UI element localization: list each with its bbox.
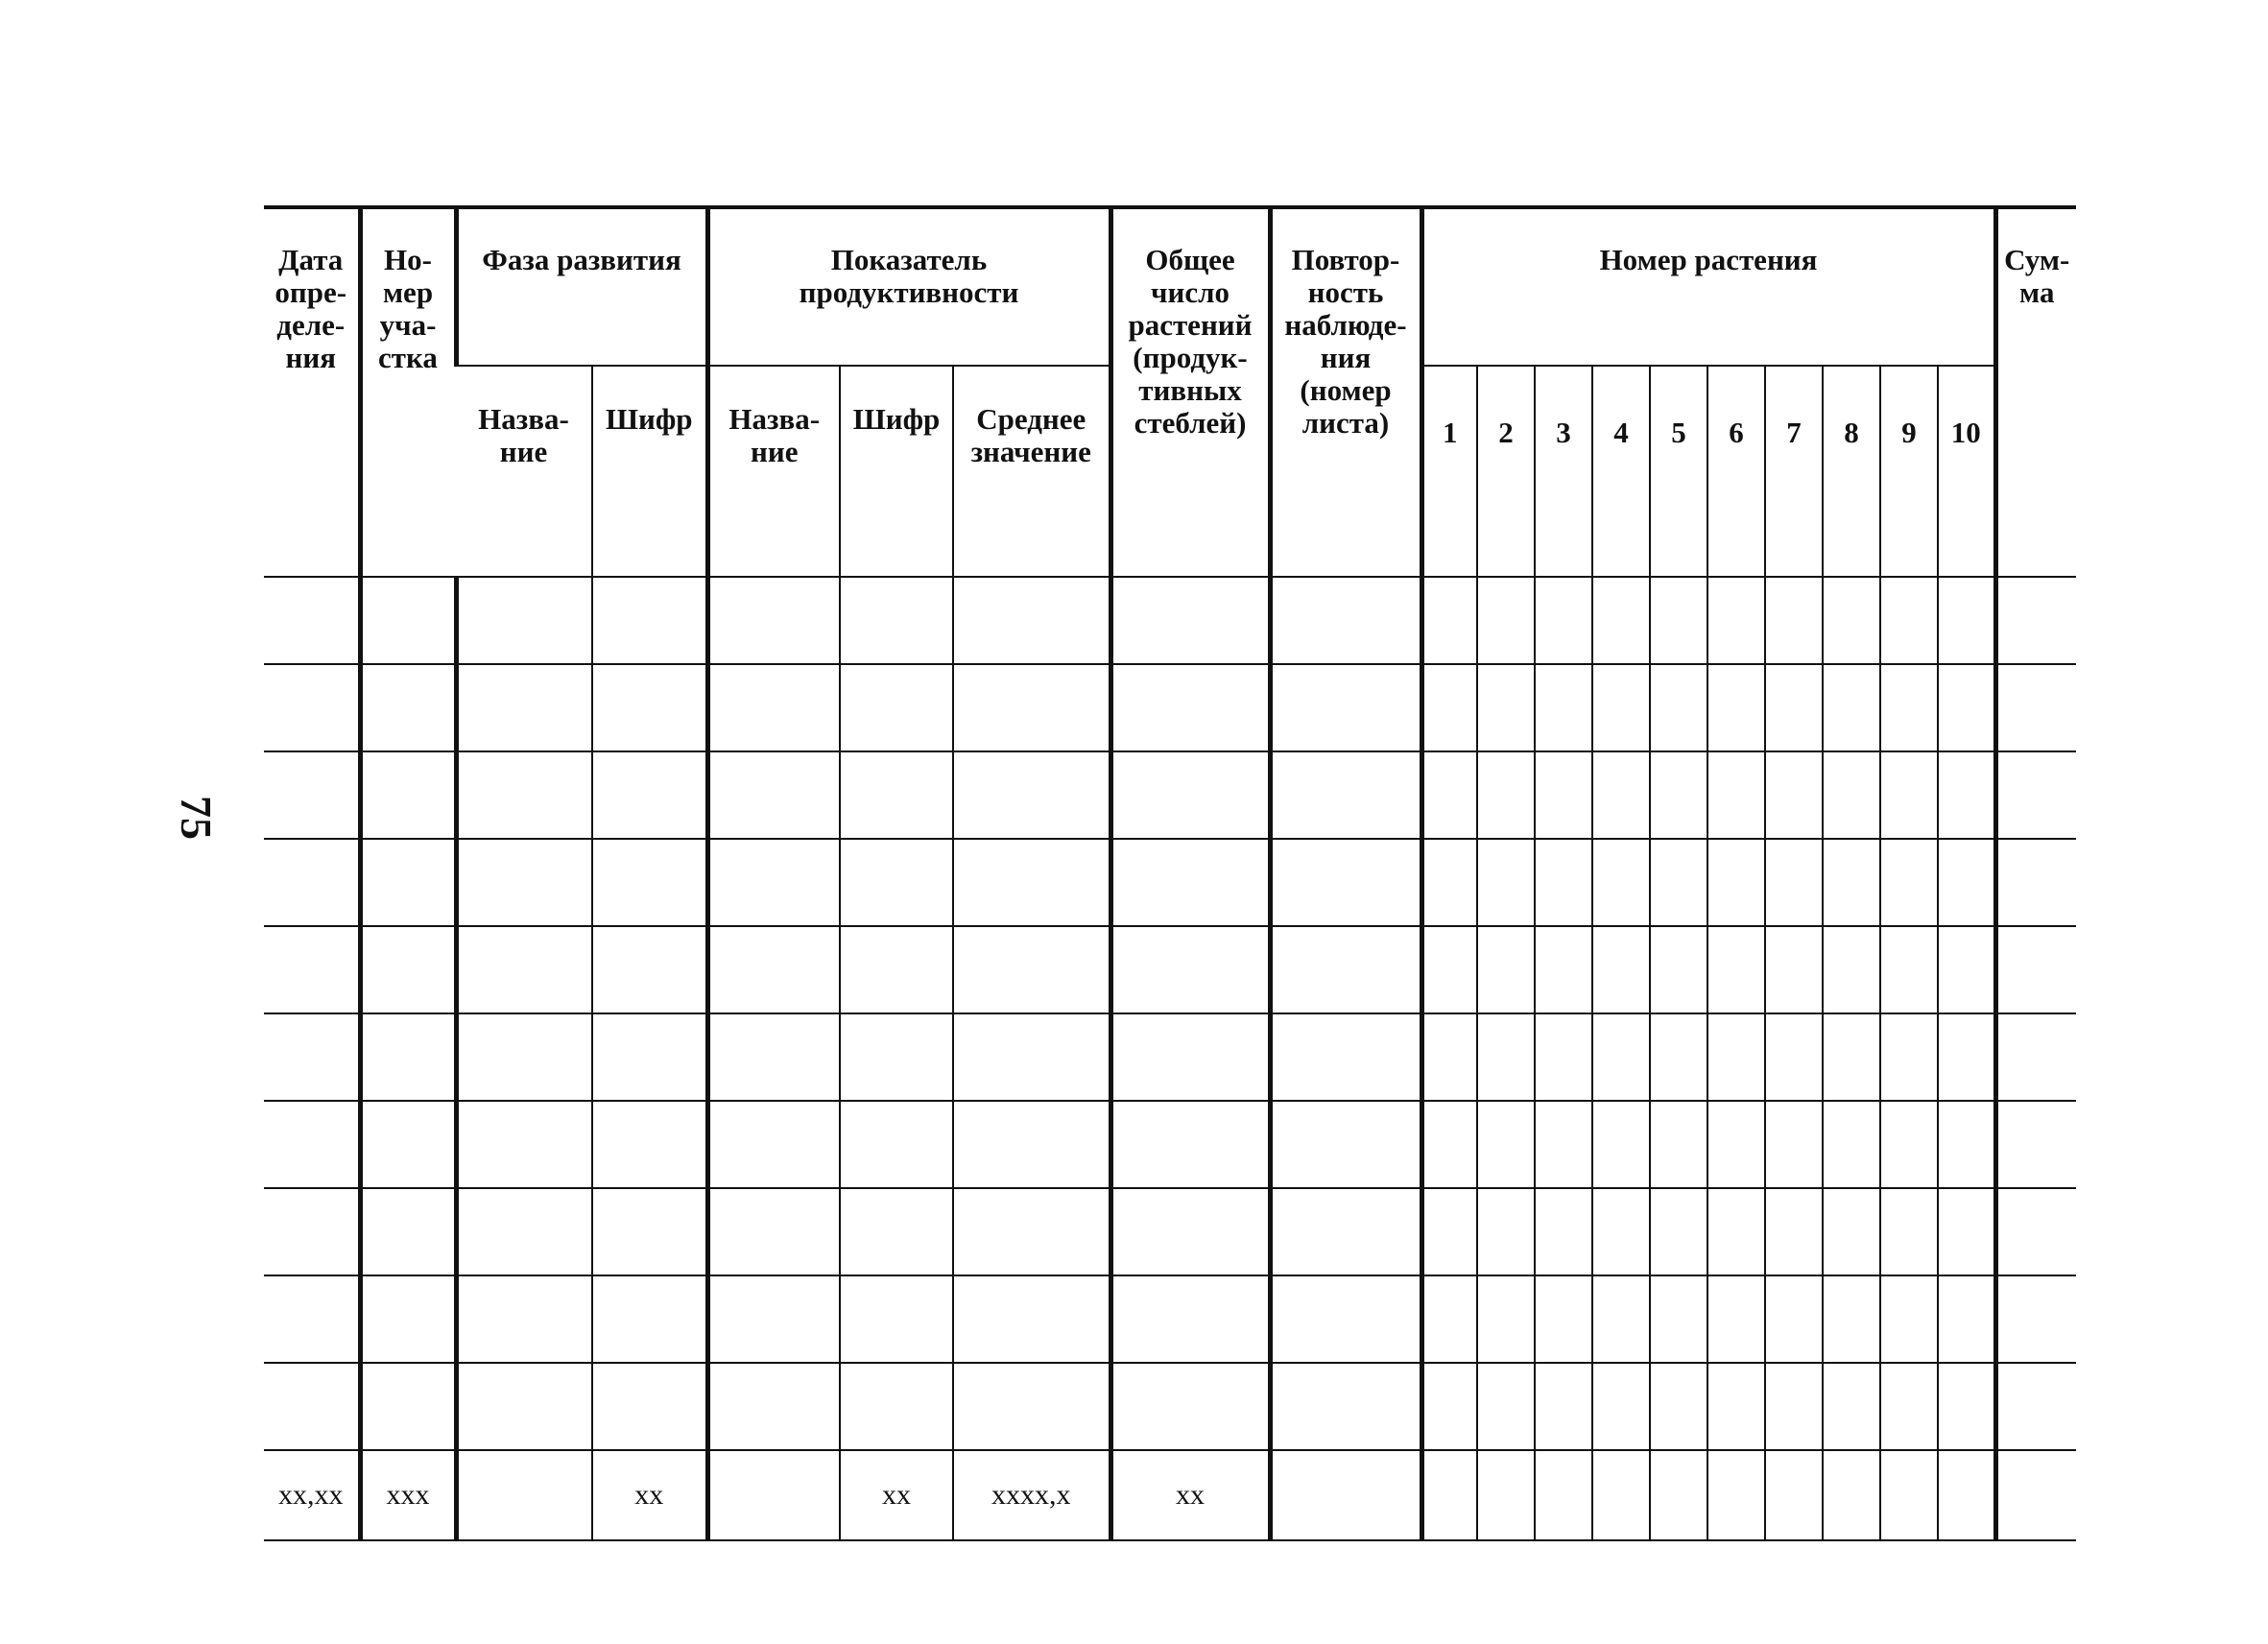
format-total-plants: хх [1110, 1450, 1270, 1540]
table-cell [1270, 1363, 1421, 1450]
table-cell [592, 664, 707, 751]
table-cell [1270, 577, 1421, 664]
table-cell [1995, 577, 2076, 664]
table-cell [592, 926, 707, 1013]
table-cell [953, 577, 1110, 664]
table-cell [1880, 1188, 1938, 1275]
table-cell [1270, 751, 1421, 839]
table-cell [953, 1013, 1110, 1101]
table-cell [1995, 664, 2076, 751]
table-cell [456, 1275, 592, 1363]
table-cell [1650, 1275, 1707, 1363]
table-cell [456, 839, 592, 926]
table-cell [1765, 1013, 1823, 1101]
table-cell [456, 1101, 592, 1188]
table-cell [1823, 1363, 1880, 1450]
table-cell [1765, 1188, 1823, 1275]
table-cell [1707, 1188, 1765, 1275]
table-cell [1765, 839, 1823, 926]
format-prod-code: хх [840, 1450, 953, 1540]
table-cell [1592, 1013, 1650, 1101]
header-repeat: Повтор- ность наблюде- ния (номер листа) [1270, 207, 1421, 577]
header-prod-code: Шифр [840, 366, 953, 577]
table-cell [1938, 1188, 1995, 1275]
table-cell [592, 839, 707, 926]
format-phase-name [456, 1450, 592, 1540]
table-cell [456, 1188, 592, 1275]
table-cell [1823, 664, 1880, 751]
header-date: Дата опре- деле- ния [264, 207, 360, 577]
table-cell [264, 577, 360, 664]
table-cell [360, 1013, 456, 1101]
table-cell [1535, 751, 1592, 839]
format-row [264, 1450, 2076, 1540]
table-cell [1765, 1275, 1823, 1363]
table-cell [360, 664, 456, 751]
table-cell [1421, 1013, 1477, 1101]
format-phase-code: хх [592, 1450, 707, 1540]
format-plant-cell [1765, 1450, 1823, 1540]
table-cell [360, 577, 456, 664]
table-cell [1995, 1275, 2076, 1363]
table-cell [592, 1275, 707, 1363]
table-cell [1938, 751, 1995, 839]
table-cell [360, 1101, 456, 1188]
table-cell [707, 1013, 840, 1101]
table-row [264, 1188, 2076, 1275]
table-cell [1270, 1101, 1421, 1188]
table-row [264, 839, 2076, 926]
observation-form-table [264, 205, 2076, 1541]
table-cell [1421, 1363, 1477, 1450]
table-cell [953, 1188, 1110, 1275]
table-cell [1535, 664, 1592, 751]
table-cell [1823, 1101, 1880, 1188]
header-prod-name: Назва- ние [707, 366, 840, 577]
table-cell [264, 1363, 360, 1450]
table-cell [1650, 577, 1707, 664]
table-cell [1110, 751, 1270, 839]
table-cell [1110, 664, 1270, 751]
table-cell [1823, 839, 1880, 926]
table-cell [707, 1101, 840, 1188]
table-cell [1535, 1275, 1592, 1363]
table-cell [1880, 1013, 1938, 1101]
format-plant-cell [1477, 1450, 1535, 1540]
table-cell [1421, 751, 1477, 839]
table-cell [264, 926, 360, 1013]
header-plot-number: Но- мер уча- стка [360, 207, 456, 577]
header-plant-5: 5 [1650, 366, 1707, 577]
table-cell [1880, 1101, 1938, 1188]
table-cell [1707, 577, 1765, 664]
table-cell [1110, 1013, 1270, 1101]
table-cell [1477, 577, 1535, 664]
format-date: хх,хх [264, 1450, 360, 1540]
table-cell [1765, 751, 1823, 839]
table-cell [1650, 664, 1707, 751]
table-cell [1110, 926, 1270, 1013]
table-cell [840, 577, 953, 664]
table-cell [1995, 1013, 2076, 1101]
table-cell [1421, 577, 1477, 664]
table-cell [1650, 751, 1707, 839]
table-cell [840, 926, 953, 1013]
table-cell [1823, 926, 1880, 1013]
table-cell [1650, 1188, 1707, 1275]
header-plant-9: 9 [1880, 366, 1938, 577]
format-sum [1995, 1450, 2076, 1540]
header-productivity-group: Показатель продуктивности [707, 207, 1110, 366]
table-cell [1477, 1275, 1535, 1363]
table-cell [1592, 926, 1650, 1013]
table-cell [953, 751, 1110, 839]
table-cell [1765, 926, 1823, 1013]
table-cell [1110, 839, 1270, 926]
table-cell [953, 1101, 1110, 1188]
table-row [264, 1101, 2076, 1188]
table-row [264, 751, 2076, 839]
header-phase-name: Назва- ние [456, 366, 592, 577]
table-cell [264, 839, 360, 926]
table-cell [1592, 577, 1650, 664]
table-cell [360, 1363, 456, 1450]
table-cell [1880, 577, 1938, 664]
table-cell [360, 1188, 456, 1275]
table-cell [707, 664, 840, 751]
table-cell [1707, 1013, 1765, 1101]
table-cell [1650, 1101, 1707, 1188]
table-cell [1823, 1013, 1880, 1101]
table-cell [1421, 664, 1477, 751]
table-cell [707, 839, 840, 926]
header-plant-2: 2 [1477, 366, 1535, 577]
table-cell [1421, 839, 1477, 926]
table-cell [360, 839, 456, 926]
table-cell [1477, 751, 1535, 839]
table-cell [1995, 1188, 2076, 1275]
table-cell [1938, 926, 1995, 1013]
table-cell [360, 1275, 456, 1363]
table-cell [1765, 1363, 1823, 1450]
table-cell [592, 1363, 707, 1450]
table-cell [1270, 1188, 1421, 1275]
format-plant-cell [1535, 1450, 1592, 1540]
table-cell [1110, 1188, 1270, 1275]
table-cell [456, 1363, 592, 1450]
table-cell [1707, 1101, 1765, 1188]
table-cell [707, 1363, 840, 1450]
table-cell [1535, 1188, 1592, 1275]
table-cell [1938, 1013, 1995, 1101]
table-cell [1880, 1275, 1938, 1363]
format-prod-name [707, 1450, 840, 1540]
table-cell [1477, 839, 1535, 926]
format-plant-cell [1707, 1450, 1765, 1540]
table-cell [1938, 1363, 1995, 1450]
table-cell [1270, 664, 1421, 751]
table-cell [1535, 577, 1592, 664]
table-cell [592, 1188, 707, 1275]
table-cell [1765, 664, 1823, 751]
table-cell [1270, 1013, 1421, 1101]
table-cell [1421, 1275, 1477, 1363]
table-cell [1421, 1101, 1477, 1188]
table-cell [1880, 839, 1938, 926]
table-cell [1938, 1275, 1995, 1363]
table-cell [1535, 1013, 1592, 1101]
table-cell [707, 751, 840, 839]
table-cell [1707, 664, 1765, 751]
table-cell [1880, 664, 1938, 751]
table-cell [1110, 1275, 1270, 1363]
header-sum: Сум- ма [1995, 207, 2076, 577]
table-row [264, 1363, 2076, 1450]
table-cell [1880, 751, 1938, 839]
header-plant-4: 4 [1592, 366, 1650, 577]
form-body [264, 577, 2076, 1540]
table-cell [456, 926, 592, 1013]
table-cell [1707, 751, 1765, 839]
table-cell [1535, 1101, 1592, 1188]
table-cell [1823, 751, 1880, 839]
table-cell [456, 1013, 592, 1101]
table-cell [1880, 1363, 1938, 1450]
table-cell [1592, 1363, 1650, 1450]
table-cell [1823, 577, 1880, 664]
table-cell [840, 1363, 953, 1450]
table-row [264, 577, 2076, 664]
table-cell [1110, 577, 1270, 664]
table-cell [1421, 926, 1477, 1013]
table-row [264, 1013, 2076, 1101]
header-plant-7: 7 [1765, 366, 1823, 577]
table-cell [1477, 1363, 1535, 1450]
table-cell [1995, 751, 2076, 839]
table-cell [1938, 664, 1995, 751]
table-cell [953, 1275, 1110, 1363]
format-plant-cell [1880, 1450, 1938, 1540]
table-row [264, 926, 2076, 1013]
table-cell [264, 1101, 360, 1188]
table-cell [1938, 577, 1995, 664]
format-plant-cell [1592, 1450, 1650, 1540]
table-cell [1938, 1101, 1995, 1188]
table-cell [1592, 1101, 1650, 1188]
table-cell [592, 577, 707, 664]
table-cell [1995, 1101, 2076, 1188]
header-phase-group: Фаза развития [456, 207, 707, 366]
table-cell [1477, 664, 1535, 751]
table-cell [953, 1363, 1110, 1450]
table-cell [1592, 839, 1650, 926]
table-cell [1995, 926, 2076, 1013]
format-plot-number: ххх [360, 1450, 456, 1540]
table-cell [1880, 926, 1938, 1013]
table-cell [1823, 1275, 1880, 1363]
table-cell [360, 751, 456, 839]
table-cell [840, 1101, 953, 1188]
table-cell [1270, 1275, 1421, 1363]
table-cell [1938, 839, 1995, 926]
header-prod-mean: Среднее значение [953, 366, 1110, 577]
header-plant-6: 6 [1707, 366, 1765, 577]
header-plant-1: 1 [1421, 366, 1477, 577]
table-cell [953, 664, 1110, 751]
table-cell [592, 1101, 707, 1188]
table-cell [707, 1188, 840, 1275]
table-cell [1477, 1188, 1535, 1275]
table-cell [1995, 1363, 2076, 1450]
table-cell [456, 664, 592, 751]
table-cell [707, 1275, 840, 1363]
table-cell [264, 1188, 360, 1275]
table-cell [1270, 839, 1421, 926]
table-cell [1477, 1013, 1535, 1101]
table-cell [264, 1275, 360, 1363]
table-row [264, 1275, 2076, 1363]
table-cell [264, 664, 360, 751]
format-plant-cell [1650, 1450, 1707, 1540]
table-cell [1535, 839, 1592, 926]
table-cell [264, 751, 360, 839]
table-cell [1765, 577, 1823, 664]
table-cell [1592, 751, 1650, 839]
format-repeat [1270, 1450, 1421, 1540]
header-phase-code: Шифр [592, 366, 707, 577]
table-cell [1707, 839, 1765, 926]
table-cell [1650, 1363, 1707, 1450]
format-plant-cell [1823, 1450, 1880, 1540]
header-plant-3: 3 [1535, 366, 1592, 577]
table-cell [1270, 926, 1421, 1013]
format-prod-mean: хххх,х [953, 1450, 1110, 1540]
table-cell [1592, 664, 1650, 751]
table-cell [840, 1275, 953, 1363]
table-cell [1535, 1363, 1592, 1450]
table-cell [456, 577, 592, 664]
table-cell [1477, 926, 1535, 1013]
table-cell [1421, 1188, 1477, 1275]
table-cell [360, 926, 456, 1013]
table-cell [1707, 1363, 1765, 1450]
table-cell [1650, 1013, 1707, 1101]
header-plant-number-group: Номер растения [1421, 207, 1995, 366]
table-cell [1765, 1101, 1823, 1188]
table-cell [456, 751, 592, 839]
page-number: 75 [172, 796, 221, 840]
table-cell [840, 664, 953, 751]
table-cell [840, 751, 953, 839]
table-cell [1110, 1363, 1270, 1450]
table-cell [592, 1013, 707, 1101]
table-cell [953, 926, 1110, 1013]
header-plant-10: 10 [1938, 366, 1995, 577]
table-cell [1707, 926, 1765, 1013]
table-cell [1650, 839, 1707, 926]
table-cell [1995, 839, 2076, 926]
table-cell [1650, 926, 1707, 1013]
table-cell [1707, 1275, 1765, 1363]
table-cell [1592, 1275, 1650, 1363]
table-cell [592, 751, 707, 839]
table-cell [1110, 1101, 1270, 1188]
table-cell [840, 1013, 953, 1101]
table-cell [264, 1013, 360, 1101]
format-plant-cell [1938, 1450, 1995, 1540]
header-plant-8: 8 [1823, 366, 1880, 577]
format-plant-cell [1421, 1450, 1477, 1540]
table-cell [707, 926, 840, 1013]
header-total-plants: Общее число растений (продук- тивных стеблей) [1110, 207, 1270, 577]
table-cell [840, 839, 953, 926]
table-cell [707, 577, 840, 664]
table-cell [953, 839, 1110, 926]
table-cell [1592, 1188, 1650, 1275]
table-row [264, 664, 2076, 751]
table-cell [1535, 926, 1592, 1013]
table-cell [840, 1188, 953, 1275]
table-cell [1477, 1101, 1535, 1188]
table-cell [1823, 1188, 1880, 1275]
